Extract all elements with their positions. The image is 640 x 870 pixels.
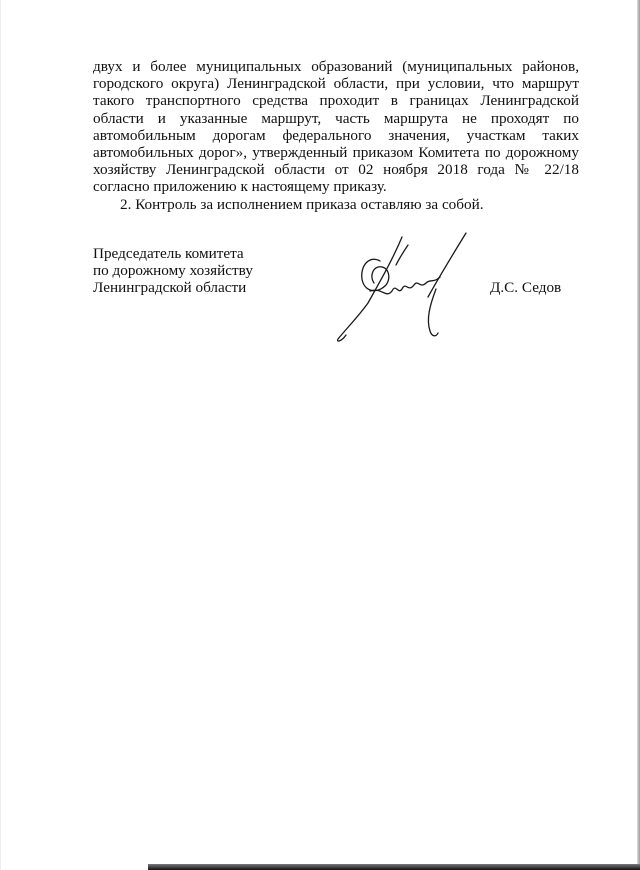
position-line-1: Председатель комитета bbox=[93, 245, 244, 262]
document-body bbox=[93, 58, 579, 213]
scan-bottom-edge bbox=[148, 864, 640, 870]
handwritten-signature bbox=[330, 225, 480, 347]
signatory-position bbox=[93, 245, 253, 297]
scan-left-edge bbox=[0, 0, 1, 870]
order-item-2: 2. Контроль за исполнением приказа оставляю за собой. bbox=[120, 195, 484, 213]
position-line-2: по дорожному хозяйству bbox=[93, 262, 253, 280]
position-line-3: Ленинградской области bbox=[93, 279, 247, 297]
signer-name: Д.С. Седов bbox=[490, 279, 562, 296]
paragraph-continuation: двух и более муниципальных образований (муниципальных районов, городского округа) Ленинградской области, при условии, что маршрут такого транспортного средства проходит в границах Ленинградской области и указанные маршрут, часть маршрута не проходят по автомобильным дорогам федерального значения, участкам таких автомобильных дорог», утвержденный приказом Комитета по дорожному хозяйству Ленинградской области от 02 ноября 2018 года № 22/18 согласно приложению к настоящему приказу. bbox=[93, 58, 579, 196]
